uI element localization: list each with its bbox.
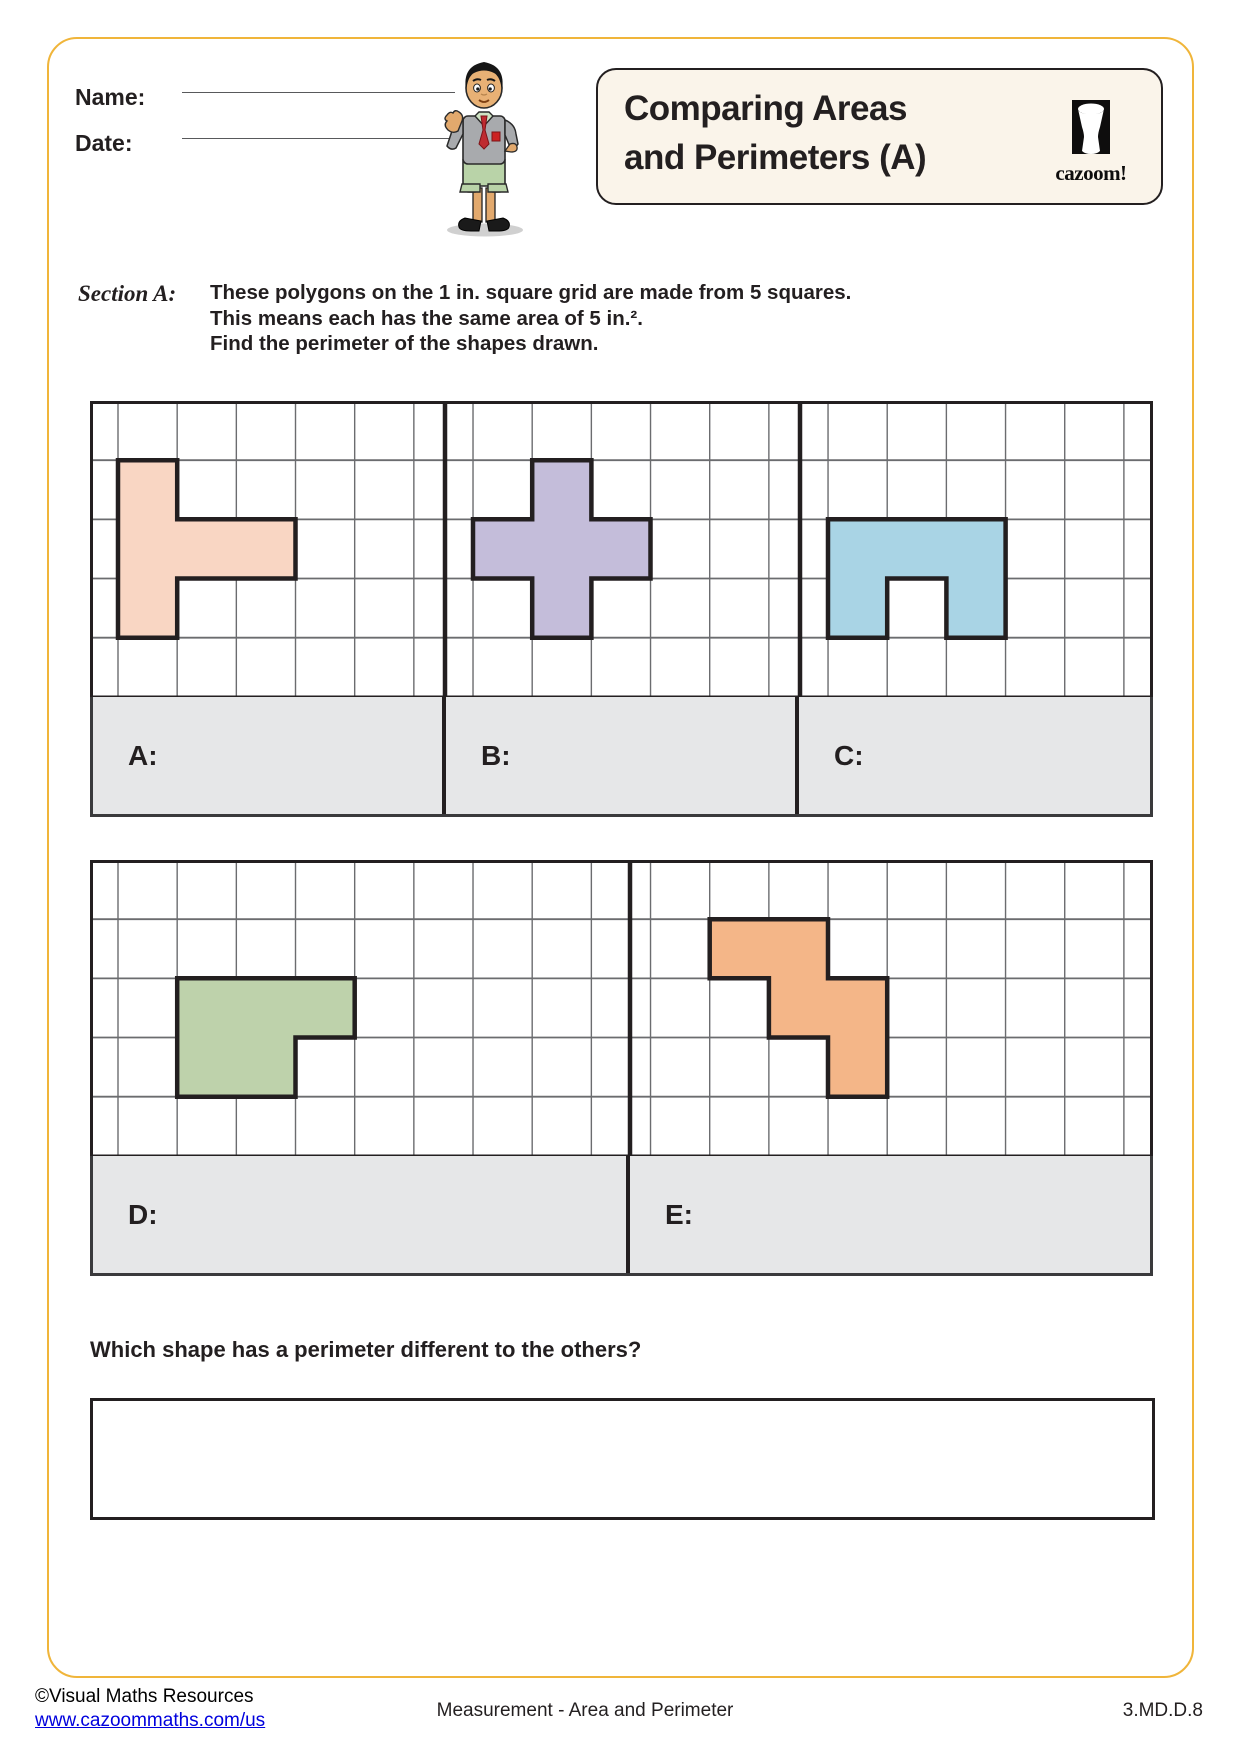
grid-figure-2 xyxy=(90,860,1153,1158)
answer-field-D[interactable] xyxy=(93,1156,630,1273)
footer-url-link[interactable]: www.cazoommaths.com/us xyxy=(35,1710,266,1731)
polygon-shape-B xyxy=(473,460,651,638)
polygon-shape-C xyxy=(828,519,1006,637)
cazoom-logo-text: cazoom! xyxy=(1055,161,1127,185)
answer-label-B: B: xyxy=(481,739,511,771)
instruction-line-2: This means each has the same area of 5 in.². xyxy=(210,306,643,330)
polygon-shape-E xyxy=(710,919,888,1096)
mascot-boy-illustration xyxy=(435,50,531,238)
answer-strip-2 xyxy=(90,1156,1153,1276)
question-answer-field[interactable] xyxy=(90,1398,1155,1520)
instruction-line-1: These polygons on the 1 in. square grid are made from 5 squares. xyxy=(210,281,852,304)
footer-topic: Measurement - Area and Perimeter xyxy=(436,1700,734,1721)
date-label: Date: xyxy=(75,130,133,156)
answer-label-A: A: xyxy=(128,739,158,771)
worksheet-title: Comparing Areas and Perimeters (A) xyxy=(624,89,927,177)
polygon-shape-A xyxy=(118,460,296,638)
date-input-line[interactable] xyxy=(182,138,455,139)
answer-label-C: C: xyxy=(834,739,864,771)
answer-field-A[interactable] xyxy=(93,697,446,814)
section-a-instructions xyxy=(210,280,851,357)
title-box xyxy=(596,68,1163,205)
footer-copyright: ©Visual Maths Resources xyxy=(35,1686,254,1707)
cazoom-logo xyxy=(1043,100,1139,186)
footer-standard-code: 3.MD.D.8 xyxy=(1122,1700,1203,1721)
answer-field-E[interactable] xyxy=(630,1156,1150,1273)
polygon-shape-D xyxy=(177,978,355,1096)
grid-figure-1 xyxy=(90,401,1153,699)
answer-label-D: D: xyxy=(128,1198,158,1230)
name-input-line[interactable] xyxy=(182,92,455,93)
name-label: Name: xyxy=(75,84,146,110)
cazoom-drum-icon xyxy=(1072,100,1110,154)
answer-strip-1 xyxy=(90,697,1153,817)
answer-field-C[interactable] xyxy=(799,697,1150,814)
answer-label-E: E: xyxy=(664,1198,693,1230)
section-a-label: Section A: xyxy=(78,281,177,306)
question-text: Which shape has a perimeter different to the others? xyxy=(90,1337,642,1362)
answer-field-B[interactable] xyxy=(446,697,799,814)
instruction-line-3: Find the perimeter of the shapes drawn. xyxy=(210,332,599,355)
